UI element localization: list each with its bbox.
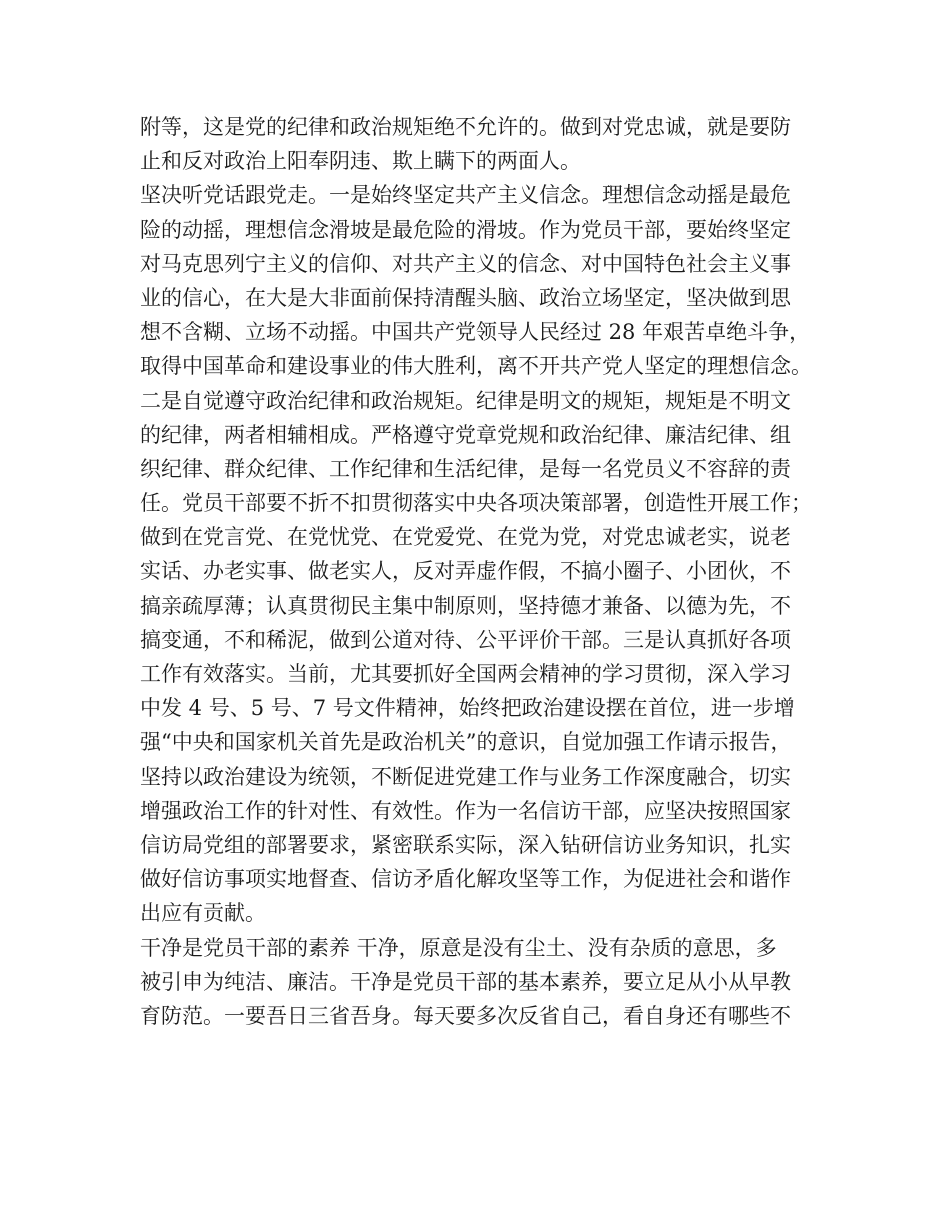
text-line: 坚持以政治建设为统领，不断促进党建工作与业务工作深度融合，切实 xyxy=(140,764,791,789)
text-line: 险的动摇，理想信念滑坡是最危险的滑坡。作为党员干部，要始终坚定 xyxy=(140,217,791,242)
text-line: 中发 4 号、5 号、7 号文件精神，始终把政治建设摆在首位，进一步增 xyxy=(140,696,795,721)
text-line: 信访局党组的部署要求，紧密联系实际，深入钻研信访业务知识，扎实 xyxy=(140,832,791,857)
text-line: 想不含糊、立场不动摇。中国共产党领导人民经过 28 年艰苦卓绝斗争， xyxy=(140,320,811,345)
text-line: 织纪律、群众纪律、工作纪律和生活纪律，是每一名党员义不容辞的责 xyxy=(140,456,791,481)
text-line: 附等，这是党的纪律和政治规矩绝不允许的。做到对党忠诚，就是要防 xyxy=(140,115,791,139)
text-line: 被引申为纯洁、廉洁。干净是党员干部的基本素养，要立足从小从早教 xyxy=(140,969,791,994)
document-page xyxy=(140,110,820,1033)
text-line: 搞变通，不和稀泥，做到公道对待、公平评价干部。三是认真抓好各项 xyxy=(140,627,791,652)
text-line: 出应有贡献。 xyxy=(140,901,266,926)
text-line: 止和反对政治上阳奉阴违、欺上瞒下的两面人。 xyxy=(140,149,581,174)
text-line: 做到在党言党、在党忧党、在党爱党、在党为党，对党忠诚老实，说老 xyxy=(140,525,791,550)
text-line: 取得中国革命和建设事业的伟大胜利，离不开共产党人坚定的理想信念。 xyxy=(140,354,812,379)
text-line: 育防范。一要吾日三省吾身。每天要多次反省自己，看自身还有哪些不 xyxy=(140,1003,791,1028)
text-line: 坚决听党话跟党走。一是始终坚定共产主义信念。理想信念动摇是最危 xyxy=(140,183,791,208)
text-line: 工作有效落实。当前，尤其要抓好全国两会精神的学习贯彻，深入学习 xyxy=(140,662,791,686)
text-line: 实话、办老实事、做老实人，反对弄虚作假，不搞小圈子、小团伙，不 xyxy=(140,559,791,584)
text-line: 做好信访事项实地督查、信访矛盾化解攻坚等工作，为促进社会和谐作 xyxy=(140,867,791,892)
text-line: 的纪律，两者相辅相成。严格遵守党章党规和政治纪律、廉洁纪律、组 xyxy=(140,422,791,447)
text-line: 增强政治工作的针对性、有效性。作为一名信访干部，应坚决按照国家 xyxy=(140,798,791,823)
text-line: 搞亲疏厚薄；认真贯彻民主集中制原则，坚持德才兼备、以德为先，不 xyxy=(140,593,791,618)
text-line: 干净是党员干部的素养 干净，原意是没有尘土、没有杂质的意思，多 xyxy=(140,935,777,960)
text-line: 对马克思列宁主义的信仰、对共产主义的信念、对中国特色社会主义事 xyxy=(140,251,791,276)
text-line: 业的信心，在大是大非面前保持清醒头脑、政治立场坚定，坚决做到思 xyxy=(140,285,791,310)
text-line: 强“中央和国家机关首先是政治机关”的意识，自觉加强工作请示报告， xyxy=(140,730,792,755)
text-line: 二是自觉遵守政治纪律和政治规矩。纪律是明文的规矩，规矩是不明文 xyxy=(140,388,791,413)
text-line: 任。党员干部要不折不扣贯彻落实中央各项决策部署，创造性开展工作； xyxy=(140,491,812,516)
